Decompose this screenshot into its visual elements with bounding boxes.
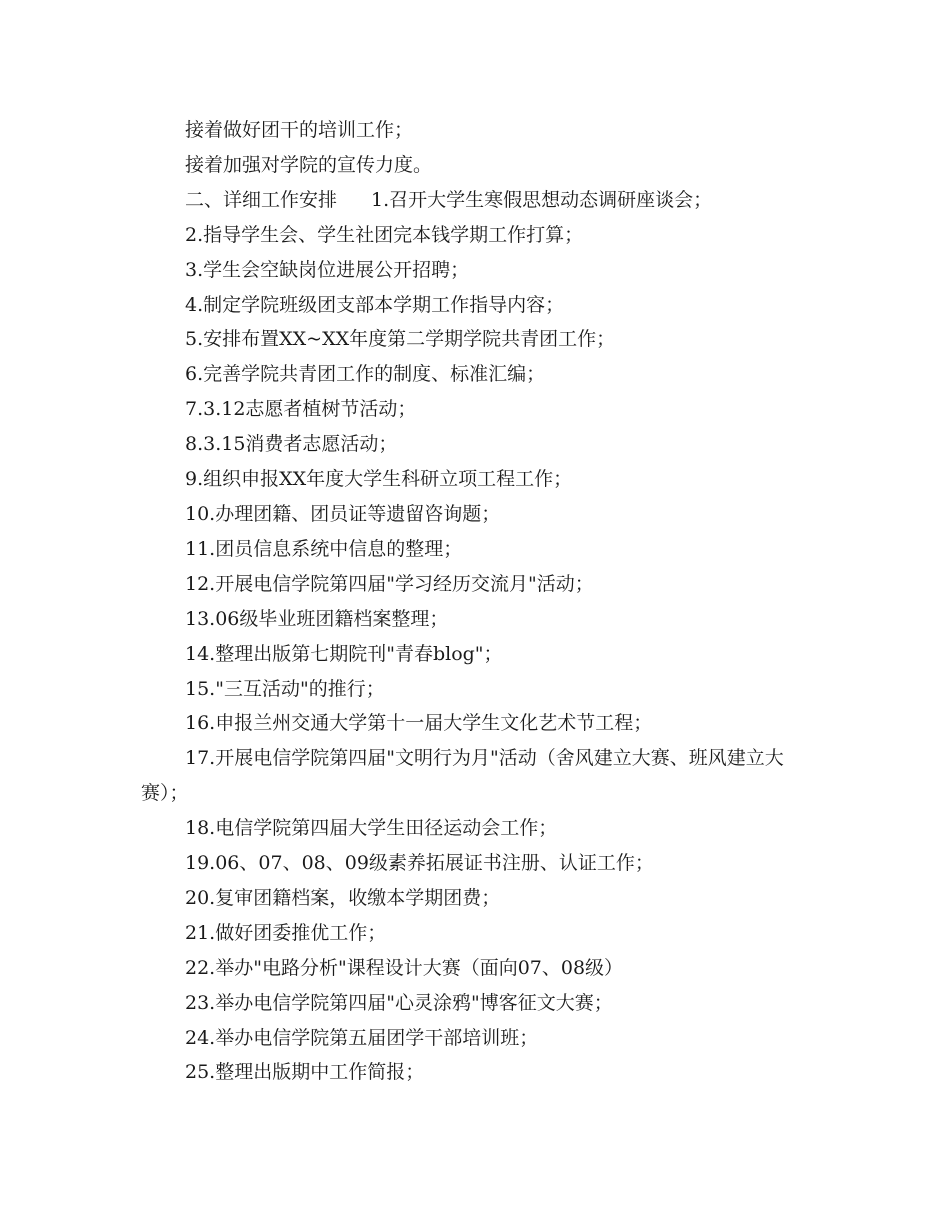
paragraph-line: 接着加强对学院的宣传力度。	[185, 153, 433, 176]
list-item: 22.举办"电路分析"课程设计大赛（面向07、08级）	[185, 956, 624, 979]
list-item: 14.整理出版第七期院刊"青春blog"；	[185, 642, 503, 665]
list-item: 25.整理出版期中工作简报；	[185, 1061, 425, 1084]
list-item: 6.完善学院共青团工作的制度、标准汇编；	[185, 363, 546, 386]
list-item: 5.安排布置XX~XX年度第二学期学院共青团工作；	[185, 328, 616, 351]
list-item: 21.做好团委推优工作；	[185, 921, 387, 944]
list-item: 3.学生会空缺岗位进展公开招聘；	[185, 258, 470, 281]
list-item: 19.06、07、08、09级素养拓展证书注册、认证工作；	[185, 852, 654, 875]
section-heading-line	[141, 183, 813, 218]
list-item: 12.开展电信学院第四届"学习经历交流月"活动；	[185, 572, 594, 595]
list-item: 9.组织申报XX年度大学生科研立项工程工作；	[185, 468, 573, 491]
list-item: 7.3.12志愿者植树节活动；	[185, 398, 417, 421]
list-item: 10.办理团籍、团员证等遗留咨询题；	[185, 502, 501, 525]
list-item: 24.举办电信学院第五届团学干部培训班；	[185, 1026, 539, 1049]
document-body	[141, 113, 813, 1090]
list-item: 2.指导学生会、学生社团完本钱学期工作打算；	[185, 223, 584, 246]
section-heading: 二、详细工作安排	[185, 188, 338, 211]
list-item: 13.06级毕业班团籍档案整理；	[185, 607, 449, 630]
list-item: 23.举办电信学院第四届"心灵涂鸦"博客征文大赛；	[185, 991, 613, 1014]
list-item: 15."三互活动"的推行；	[185, 677, 385, 700]
list-item: 1.召开大学生寒假思想动态调研座谈会；	[371, 188, 713, 211]
list-item: 8.3.15消费者志愿活动；	[185, 433, 398, 456]
paragraph-line: 接着做好团干的培训工作；	[185, 119, 414, 141]
list-item: 4.制定学院班级团支部本学期工作指导内容；	[185, 293, 565, 316]
list-item: 17.开展电信学院第四届"文明行为月"活动（舍风建立大赛、班风建立大赛）；	[141, 747, 784, 805]
list-item: 18.电信学院第四届大学生田径运动会工作；	[185, 817, 558, 840]
list-item: 11.团员信息系统中信息的整理；	[185, 537, 463, 560]
list-item: 16.申报兰州交通大学第十一届大学生文化艺术节工程；	[185, 712, 653, 735]
list-item: 20.复审团籍档案，收缴本学期团费；	[185, 886, 501, 909]
